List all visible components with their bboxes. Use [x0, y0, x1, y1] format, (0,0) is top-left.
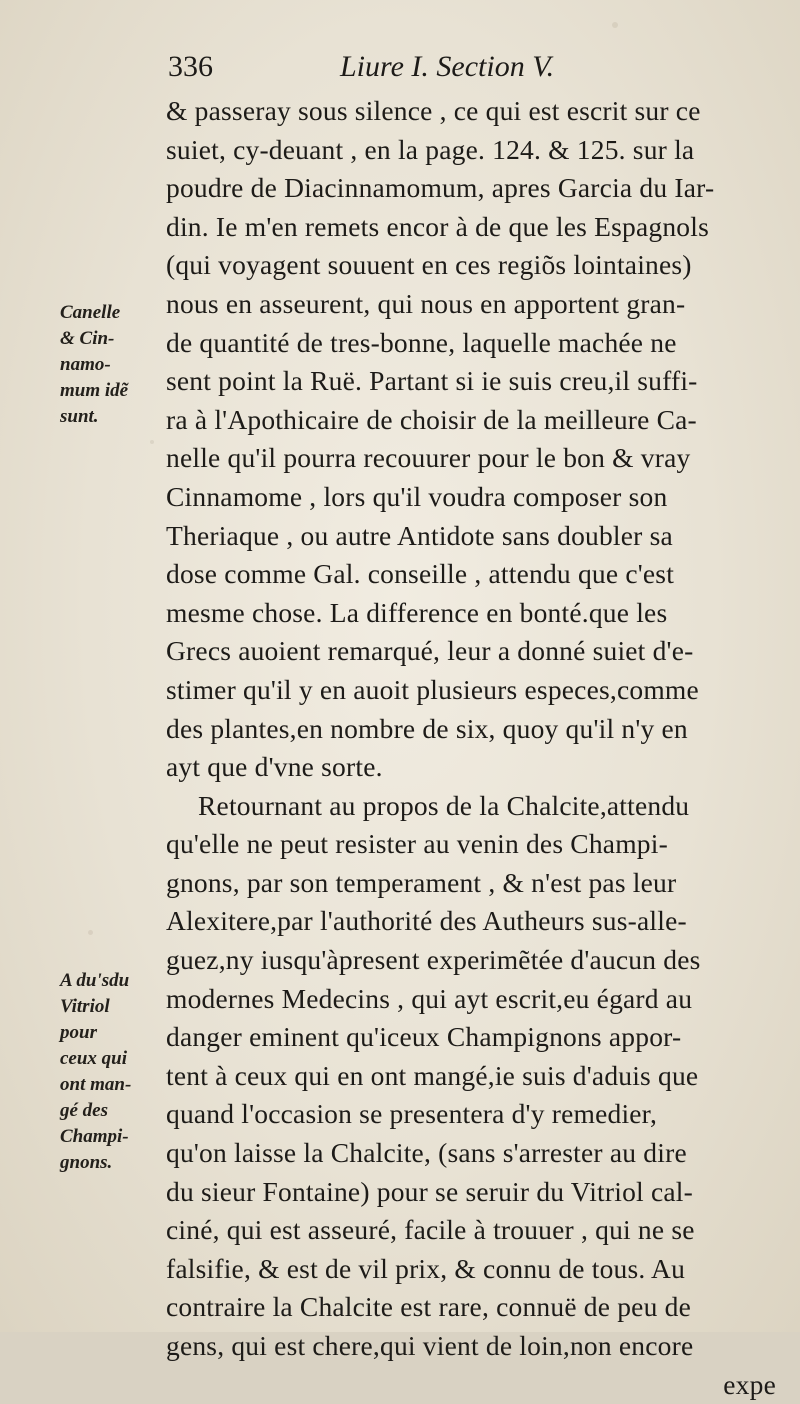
text-line: nelle qu'il pourra recouurer pour le bon & vray — [166, 442, 691, 474]
margin-note-line: gnons. — [60, 1152, 113, 1173]
text-line: ra à l'Apothicaire de choisir de la meilleure Ca- — [166, 403, 697, 435]
margin-note-line: Vitriol — [60, 996, 110, 1017]
text-line: din. Ie m'en remets encor à de que les Espagnols — [166, 210, 709, 242]
margin-note-vitriol — [60, 968, 160, 1176]
text-line: contraire la Chalcite est rare, connuë de peu de — [166, 1291, 691, 1323]
text-line: gnons, par son temperament , & n'est pas leur — [166, 866, 677, 898]
margin-note-line: & Cin- — [60, 328, 115, 349]
margin-note-line: gé des — [60, 1100, 109, 1121]
margin-note-canelle — [60, 300, 160, 430]
text-line: dose comme Gal. conseille , attendu que c'est — [166, 558, 675, 590]
paper-stain — [150, 440, 154, 444]
text-line: de quantité de tres-bonne, laquelle machée ne — [166, 326, 677, 358]
margin-note-line: A du'sdu — [60, 970, 130, 991]
text-line: Theriaque , ou autre Antidote sans doubler sa — [166, 519, 673, 551]
margin-note-line: pour — [60, 1022, 97, 1043]
text-line: tent à ceux qui en ont mangé,ie suis d'aduis que — [166, 1059, 699, 1091]
text-line: (qui voyagent souuent en ces regiõs lointaines) — [166, 249, 692, 281]
text-line: sent point la Ruë. Partant si ie suis creu,il suffi- — [166, 365, 698, 397]
page-number: 336 — [168, 50, 213, 83]
margin-note-line: namo- — [60, 354, 111, 375]
text-line: ciné, qui est asseuré, facile à trouuer , qui ne se — [166, 1214, 695, 1246]
text-line: gens, qui est chere,qui vient de loin,non encore — [166, 1330, 694, 1361]
running-head: Liure I. Section V. — [340, 50, 555, 83]
text-line: stimer qu'il y en auoit plusieurs especes,comme — [166, 673, 699, 705]
margin-note-line: ont man- — [60, 1074, 132, 1095]
text-line: Cinnamome , lors qu'il voudra composer son — [166, 480, 668, 512]
text-line: falsifie, & est de vil prix, & connu de tous. Au — [166, 1252, 686, 1284]
text-line: danger eminent qu'iceux Champignons appor- — [166, 1021, 682, 1053]
paper-stain — [612, 22, 618, 28]
page-header — [168, 50, 768, 90]
text-line: Retournant au propos de la Chalcite,attendu — [198, 789, 690, 821]
body-text — [166, 92, 786, 1404]
margin-note-line: Champi- — [60, 1126, 129, 1147]
text-line: nous en asseurent, qui nous en apportent gran- — [166, 287, 686, 319]
catchword: expe — [723, 1368, 776, 1400]
text-line: guez,ny iusqu'àpresent experimẽtée d'aucun des — [166, 944, 701, 976]
text-line: des plantes,en nombre de six, quoy qu'il n'y en — [166, 712, 688, 744]
paper-stain — [88, 930, 93, 935]
text-line: mesme chose. La difference en bonté.que les — [166, 596, 668, 628]
text-line: qu'elle ne peut resister au venin des Champi- — [166, 828, 668, 860]
margin-note-line: sunt. — [60, 406, 99, 427]
text-line: Alexitere,par l'authorité des Autheurs sus-alle- — [166, 905, 687, 937]
text-line: qu'on laisse la Chalcite, (sans s'arrester au dire — [166, 1137, 687, 1169]
text-line: Grecs auoient remarqué, leur a donné suiet d'e- — [166, 635, 694, 667]
text-line: modernes Medecins , qui ayt escrit,eu égard au — [166, 982, 693, 1014]
margin-note-line: mum idẽ — [60, 380, 129, 401]
text-line: ayt que d'vne sorte. — [166, 751, 383, 783]
text-line: poudre de Diacinnamomum, apres Garcia du Iar- — [166, 172, 715, 204]
text-line: quand l'occasion se presentera d'y remedier, — [166, 1098, 658, 1130]
text-line: suiet, cy-deuant , en la page. 124. & 125. sur la — [166, 133, 695, 165]
margin-note-line: ceux qui — [60, 1048, 128, 1069]
text-line: & passeray sous silence , ce qui est escrit sur ce — [166, 95, 701, 126]
text-line: du sieur Fontaine) pour se seruir du Vitriol cal- — [166, 1175, 693, 1207]
margin-note-line: Canelle — [60, 302, 121, 323]
